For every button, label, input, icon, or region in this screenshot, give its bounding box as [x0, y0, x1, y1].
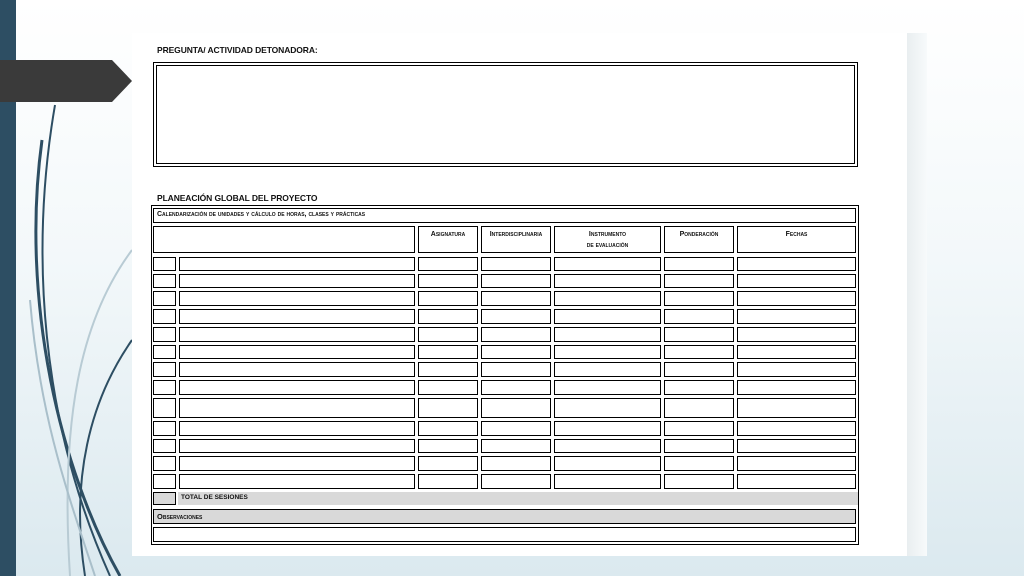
table-cell[interactable]	[179, 257, 415, 271]
observations-label: Observaciones	[157, 512, 203, 521]
table-cell[interactable]	[153, 274, 176, 288]
table-cell[interactable]	[481, 362, 551, 377]
table-cell[interactable]	[664, 398, 734, 418]
table-cell[interactable]	[153, 398, 176, 418]
table-cell[interactable]	[664, 309, 734, 324]
table-cell[interactable]	[418, 309, 478, 324]
table-cell[interactable]	[737, 291, 856, 306]
table-cell[interactable]	[664, 291, 734, 306]
table-cell[interactable]	[737, 398, 856, 418]
page-edge	[907, 33, 927, 556]
table-cell[interactable]	[737, 257, 856, 271]
planning-label: PLANEACIÓN GLOBAL DEL PROYECTO	[157, 193, 318, 203]
table-cell[interactable]	[554, 380, 661, 395]
total-label: TOTAL DE SESIONES	[181, 494, 248, 501]
table-cell[interactable]	[737, 274, 856, 288]
table-cell[interactable]	[153, 327, 176, 342]
table-cell[interactable]	[153, 257, 176, 271]
table-cell[interactable]	[737, 327, 856, 342]
table-cell[interactable]	[179, 474, 415, 489]
table-cell[interactable]	[153, 421, 176, 436]
table-cell[interactable]	[179, 362, 415, 377]
table-cell[interactable]	[418, 257, 478, 271]
table-cell[interactable]	[664, 274, 734, 288]
table-cell[interactable]	[554, 291, 661, 306]
question-label: PREGUNTA/ ACTIVIDAD DETONADORA:	[157, 45, 318, 55]
table-cell[interactable]	[418, 380, 478, 395]
table-cell[interactable]	[554, 257, 661, 271]
table-cell[interactable]	[554, 362, 661, 377]
table-cell[interactable]	[554, 398, 661, 418]
table-cell[interactable]	[418, 421, 478, 436]
table-cell[interactable]	[179, 327, 415, 342]
observations-input[interactable]	[153, 527, 856, 542]
table-cell[interactable]	[481, 327, 551, 342]
table-cell[interactable]	[418, 456, 478, 471]
table-cell[interactable]	[481, 398, 551, 418]
table-cell[interactable]	[179, 456, 415, 471]
table-cell[interactable]	[153, 362, 176, 377]
table-cell[interactable]	[418, 474, 478, 489]
table-cell[interactable]	[664, 362, 734, 377]
table-cell[interactable]	[481, 380, 551, 395]
table-cell[interactable]	[664, 421, 734, 436]
table-cell[interactable]	[481, 456, 551, 471]
table-cell[interactable]	[179, 309, 415, 324]
table-cell[interactable]	[664, 456, 734, 471]
table-cell[interactable]	[554, 309, 661, 324]
header-interdisciplinaria: Interdisciplinaria	[481, 226, 551, 253]
table-cell[interactable]	[481, 309, 551, 324]
total-gray-cell	[153, 492, 176, 505]
table-cell[interactable]	[737, 309, 856, 324]
table-cell[interactable]	[179, 345, 415, 359]
table-cell[interactable]	[153, 380, 176, 395]
table-cell[interactable]	[418, 345, 478, 359]
total-row	[178, 492, 858, 505]
table-cell[interactable]	[418, 327, 478, 342]
table-cell[interactable]	[153, 456, 176, 471]
table-cell[interactable]	[418, 398, 478, 418]
table-cell[interactable]	[418, 439, 478, 453]
table-cell[interactable]	[737, 362, 856, 377]
header-asignatura: Asignatura	[418, 226, 478, 253]
table-cell[interactable]	[737, 421, 856, 436]
table-cell[interactable]	[418, 362, 478, 377]
table-cell[interactable]	[481, 274, 551, 288]
header-instrumento: Instrumento de evaluación	[554, 226, 661, 253]
table-cell[interactable]	[664, 474, 734, 489]
table-cell[interactable]	[481, 439, 551, 453]
table-cell[interactable]	[554, 421, 661, 436]
table-cell[interactable]	[554, 345, 661, 359]
table-cell[interactable]	[179, 291, 415, 306]
table-cell[interactable]	[153, 291, 176, 306]
table-cell[interactable]	[664, 345, 734, 359]
table-cell[interactable]	[554, 456, 661, 471]
table-cell[interactable]	[664, 257, 734, 271]
table-cell[interactable]	[179, 439, 415, 453]
table-cell[interactable]	[418, 274, 478, 288]
table-cell[interactable]	[737, 474, 856, 489]
table-cell[interactable]	[481, 474, 551, 489]
table-cell[interactable]	[737, 345, 856, 359]
table-cell[interactable]	[737, 380, 856, 395]
table-cell[interactable]	[664, 380, 734, 395]
calendar-header-row	[153, 208, 856, 223]
table-cell[interactable]	[153, 345, 176, 359]
header-ponderacion: Ponderación	[664, 226, 734, 253]
table-cell[interactable]	[481, 291, 551, 306]
table-cell[interactable]	[554, 274, 661, 288]
table-cell[interactable]	[179, 380, 415, 395]
question-input-box[interactable]	[156, 65, 855, 164]
table-cell[interactable]	[664, 439, 734, 453]
table-cell[interactable]	[737, 456, 856, 471]
table-cell[interactable]	[481, 421, 551, 436]
table-cell[interactable]	[554, 327, 661, 342]
table-cell[interactable]	[481, 257, 551, 271]
calendar-label: Calendarización de unidades y cálculo de horas, clases y prácticas	[157, 211, 366, 218]
table-cell[interactable]	[153, 474, 176, 489]
table-cell[interactable]	[554, 439, 661, 453]
table-cell[interactable]	[737, 439, 856, 453]
table-cell[interactable]	[179, 398, 415, 418]
header-blank-cell	[153, 226, 415, 253]
table-cell[interactable]	[481, 345, 551, 359]
observations-header	[153, 509, 856, 524]
table-cell[interactable]	[179, 421, 415, 436]
table-cell[interactable]	[418, 291, 478, 306]
table-cell[interactable]	[554, 474, 661, 489]
table-cell[interactable]	[179, 274, 415, 288]
table-cell[interactable]	[153, 309, 176, 324]
table-cell[interactable]	[153, 439, 176, 453]
arrow-tab-shape	[0, 60, 132, 102]
header-fechas: Fechas	[737, 226, 856, 253]
table-cell[interactable]	[664, 327, 734, 342]
